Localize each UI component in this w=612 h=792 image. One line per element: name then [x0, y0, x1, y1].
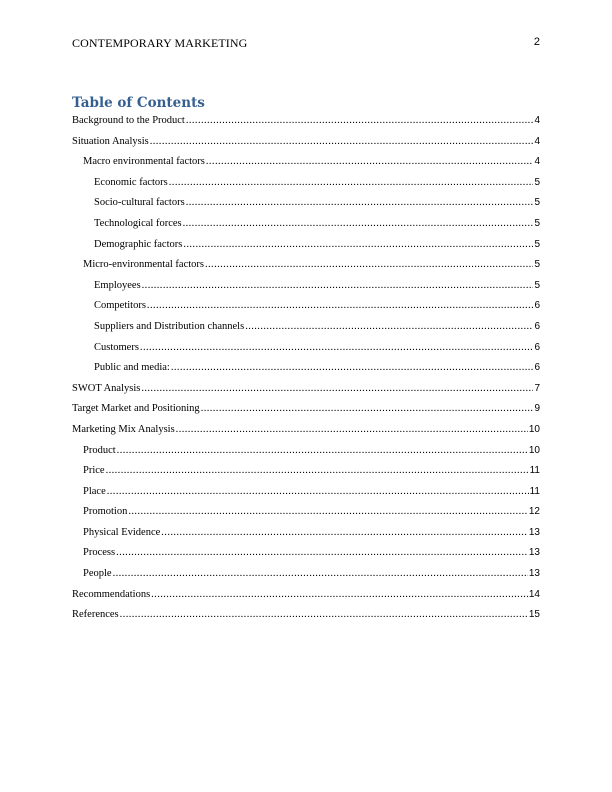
toc-entry[interactable] [72, 484, 540, 505]
dot-leader [128, 504, 528, 519]
toc-entry-page-number[interactable]: 11 [529, 485, 540, 497]
toc-entry-page-number[interactable]: 4 [534, 115, 540, 126]
toc-entry-label[interactable]: Target Market and Positioning [72, 403, 200, 415]
toc-entry-page-number[interactable]: 9 [534, 403, 540, 415]
dot-leader [245, 319, 533, 334]
toc-entry[interactable] [72, 607, 540, 628]
toc-entry[interactable] [72, 545, 540, 566]
toc-entry-page-number[interactable]: 13 [528, 547, 540, 559]
toc-entry-page-number[interactable]: 4 [534, 135, 540, 147]
dot-leader [161, 525, 528, 540]
dot-leader [186, 113, 534, 128]
toc-entry-label[interactable]: Employees [94, 279, 141, 291]
toc-entry-label[interactable]: Technological forces [94, 217, 182, 229]
toc-entry[interactable] [72, 360, 540, 381]
toc-entry-page-number[interactable]: 5 [534, 238, 540, 250]
toc-entry-page-number[interactable]: 5 [534, 197, 540, 209]
toc-entry-label[interactable]: Socio-cultural factors [94, 197, 185, 209]
toc-entry-label[interactable]: Price [83, 465, 105, 477]
dot-leader [147, 298, 534, 313]
toc-entry-label[interactable]: Economic factors [94, 176, 168, 188]
toc-entry-label[interactable]: Marketing Mix Analysis [72, 423, 175, 435]
toc-entry-page-number[interactable]: 7 [534, 382, 540, 394]
toc-entry-page-number[interactable]: 15 [528, 609, 540, 621]
toc-entry[interactable] [72, 587, 540, 608]
toc-heading: Table of Contents [72, 95, 205, 111]
toc-entry-label[interactable]: Product [83, 444, 116, 456]
toc-entry-page-number[interactable]: 10 [528, 423, 540, 435]
toc-entry[interactable] [72, 422, 540, 443]
toc-entry-label[interactable]: Situation Analysis [72, 135, 149, 147]
toc-entry[interactable] [72, 195, 540, 216]
toc-entry-label[interactable]: SWOT Analysis [72, 382, 141, 394]
dot-leader [117, 443, 528, 458]
dot-leader [186, 195, 534, 210]
dot-leader [176, 422, 528, 437]
page-number: 2 [533, 36, 540, 48]
dot-leader [169, 175, 534, 190]
toc-entry[interactable] [72, 175, 540, 196]
toc-entry[interactable] [72, 381, 540, 402]
toc-entry[interactable] [72, 319, 540, 340]
toc-entry-label[interactable]: References [72, 609, 119, 621]
toc-entry[interactable] [72, 216, 540, 237]
toc-entry-label[interactable]: Suppliers and Distribution channels [94, 320, 245, 332]
toc-entry[interactable] [72, 278, 540, 299]
dot-leader [171, 360, 534, 375]
toc-entry[interactable] [72, 113, 540, 134]
toc-entry[interactable] [72, 134, 540, 155]
dot-leader [107, 484, 529, 499]
toc-entry-page-number[interactable]: 11 [529, 465, 540, 477]
dot-leader [141, 381, 533, 396]
dot-leader [116, 545, 528, 560]
toc-entry-label[interactable]: Competitors [94, 300, 146, 312]
toc-entry-label[interactable]: Demographic factors [94, 238, 183, 250]
toc-entry-label[interactable]: Micro-environmental factors [83, 259, 204, 271]
toc-entry[interactable] [72, 401, 540, 422]
toc-entry-label[interactable]: Macro environmental factors [83, 156, 205, 168]
toc-entry[interactable] [72, 566, 540, 587]
dot-leader [201, 401, 534, 416]
toc-entry[interactable] [72, 154, 540, 175]
toc-entry-page-number[interactable]: 14 [528, 588, 540, 600]
toc-entry-label[interactable]: Promotion [83, 506, 128, 518]
dot-leader [120, 607, 528, 622]
toc-entry-label[interactable]: Public and media: [94, 362, 170, 374]
toc-entry[interactable] [72, 340, 540, 361]
dot-leader [140, 340, 534, 355]
toc-entry-label[interactable]: Background to the Product [72, 115, 185, 126]
toc-entry[interactable] [72, 298, 540, 319]
toc-entry-label[interactable]: Process [83, 547, 116, 559]
toc-entry-label[interactable]: Place [83, 485, 106, 497]
toc-entry[interactable] [72, 504, 540, 525]
dot-leader [113, 566, 528, 581]
toc-entry-page-number[interactable]: 13 [528, 568, 540, 580]
toc-entry-page-number[interactable]: 12 [528, 506, 540, 518]
dot-leader [183, 216, 534, 231]
toc-entry[interactable] [72, 525, 540, 546]
dot-leader [142, 278, 534, 293]
toc-entry-page-number[interactable]: 5 [534, 279, 540, 291]
page-header [72, 36, 540, 52]
dot-leader [183, 237, 533, 252]
dot-leader [150, 134, 534, 149]
toc-entry-label[interactable]: Physical Evidence [83, 526, 161, 538]
dot-leader [151, 587, 528, 602]
toc-entry-label[interactable]: Recommendations [72, 588, 151, 600]
dot-leader [206, 154, 534, 169]
toc-entry[interactable] [72, 237, 540, 258]
toc-entry-page-number[interactable]: 10 [528, 444, 540, 456]
toc-entry-page-number[interactable]: 13 [528, 526, 540, 538]
toc-entry-label[interactable]: Customers [94, 341, 139, 353]
toc-entry-page-number[interactable]: 6 [534, 341, 540, 353]
toc-entry-page-number[interactable]: 6 [534, 300, 540, 312]
running-head-title: CONTEMPORARY MARKETING [72, 36, 248, 50]
toc-entry-page-number[interactable]: 6 [534, 320, 540, 332]
toc-entry[interactable] [72, 443, 540, 464]
toc-entry-page-number[interactable]: 6 [534, 362, 540, 374]
table-of-contents [72, 113, 540, 628]
dot-leader [205, 257, 533, 272]
toc-entry-label[interactable]: People [83, 568, 112, 580]
toc-entry-page-number[interactable]: 4 [534, 156, 540, 168]
toc-entry-page-number[interactable]: 5 [534, 217, 540, 229]
toc-entry-page-number[interactable]: 5 [534, 259, 540, 271]
toc-entry[interactable] [72, 463, 540, 484]
toc-entry-page-number[interactable]: 5 [534, 176, 540, 188]
dot-leader [106, 463, 529, 478]
toc-entry[interactable] [72, 257, 540, 278]
